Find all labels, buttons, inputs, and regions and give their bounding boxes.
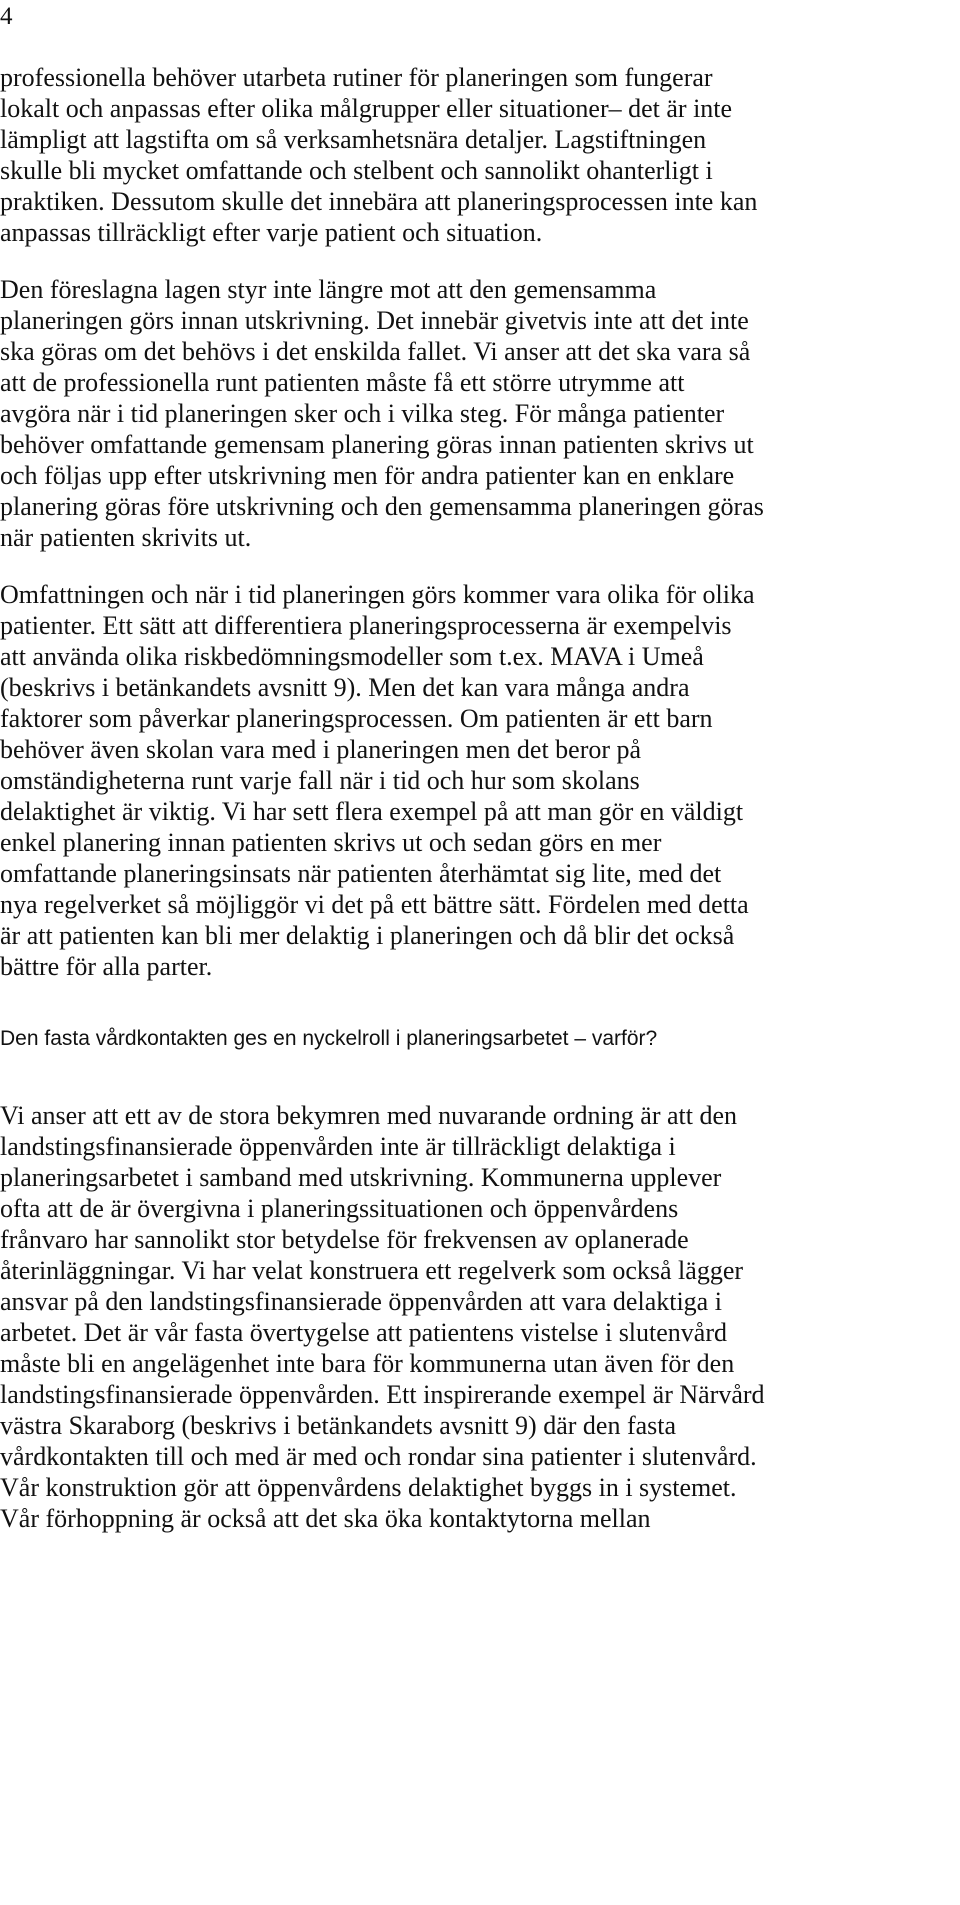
text-line: professionella behöver utarbeta rutiner för planeringen som fungerar bbox=[0, 63, 713, 92]
text-line: att de professionella runt patienten måste få ett större utrymme att bbox=[0, 368, 685, 397]
text-line: omständigheterna runt varje fall när i tid och hur som skolans bbox=[0, 766, 640, 795]
text-line: bättre för alla parter. bbox=[0, 952, 213, 981]
text-line: måste bli en angelägenhet inte bara för kommunerna utan även för den bbox=[0, 1349, 735, 1378]
text-line: Den föreslagna lagen styr inte längre mot att den gemensamma bbox=[0, 275, 657, 304]
text-line: skulle bli mycket omfattande och stelbent och sannolikt ohanterligt i bbox=[0, 156, 713, 185]
text-line: omfattande planeringsinsats när patienten återhämtat sig lite, med det bbox=[0, 859, 722, 888]
text-line: Vår förhoppning är också att det ska öka kontaktytorna mellan bbox=[0, 1504, 651, 1533]
document-body bbox=[0, 62, 960, 1534]
text-line: anpassas tillräckligt efter varje patient och situation. bbox=[0, 218, 543, 247]
text-line: Vi anser att ett av de stora bekymren med nuvarande ordning är att den bbox=[0, 1101, 738, 1130]
text-line: patienter. Ett sätt att differentiera planeringsprocesserna är exempelvis bbox=[0, 611, 732, 640]
text-line: att använda olika riskbedömningsmodeller som t.ex. MAVA i Umeå bbox=[0, 642, 704, 671]
text-line: delaktighet är viktig. Vi har sett flera exempel på att man gör en väldigt bbox=[0, 797, 744, 826]
text-line: behöver även skolan vara med i planeringen men det beror på bbox=[0, 735, 642, 764]
section-heading: Den fasta vårdkontakten ges en nyckelroll i planeringsarbetet – varför? bbox=[0, 1027, 658, 1050]
paragraph-4 bbox=[0, 1100, 960, 1534]
text-line: arbetet. Det är vår fasta övertygelse att patientens vistelse i slutenvård bbox=[0, 1318, 727, 1347]
text-line: Vår konstruktion gör att öppenvårdens delaktighet byggs in i systemet. bbox=[0, 1473, 737, 1502]
text-line: planeringen görs innan utskrivning. Det innebär givetvis inte att det inte bbox=[0, 306, 749, 335]
text-line: Omfattningen och när i tid planeringen görs kommer vara olika för olika bbox=[0, 580, 755, 609]
paragraph-2 bbox=[0, 274, 960, 553]
text-line: nya regelverket så möjliggör vi det på ett bättre sätt. Fördelen med detta bbox=[0, 890, 749, 919]
text-line: ansvar på den landstingsfinansierade öppenvården att vara delaktiga i bbox=[0, 1287, 722, 1316]
text-line: faktorer som påverkar planeringsprocessen. Om patienten är ett barn bbox=[0, 704, 713, 733]
text-line: lokalt och anpassas efter olika målgrupper eller situationer– det är inte bbox=[0, 94, 733, 123]
text-line: praktiken. Dessutom skulle det innebära att planeringsprocessen inte kan bbox=[0, 187, 758, 216]
text-line: och följas upp efter utskrivning men för andra patienter kan en enklare bbox=[0, 461, 735, 490]
text-line: frånvaro har sannolikt stor betydelse för frekvensen av oplanerade bbox=[0, 1225, 689, 1254]
text-line: när patienten skrivits ut. bbox=[0, 523, 252, 552]
paragraph-1 bbox=[0, 62, 960, 248]
text-line: återinläggningar. Vi har velat konstruera ett regelverk som också lägger bbox=[0, 1256, 744, 1285]
text-line: planeringsarbetet i samband med utskrivning. Kommunerna upplever bbox=[0, 1163, 722, 1192]
text-line: vårdkontakten till och med är med och rondar sina patienter i slutenvård. bbox=[0, 1442, 757, 1471]
text-line: enkel planering innan patienten skrivs ut och sedan görs en mer bbox=[0, 828, 662, 857]
text-line: ofta att de är övergivna i planeringssituationen och öppenvårdens bbox=[0, 1194, 679, 1223]
page-number: 4 bbox=[0, 3, 13, 30]
text-line: är att patienten kan bli mer delaktig i planeringen och då blir det också bbox=[0, 921, 735, 950]
text-line: landstingsfinansierade öppenvården. Ett inspirerande exempel är Närvård bbox=[0, 1380, 765, 1409]
text-line: västra Skaraborg (beskrivs i betänkandets avsnitt 9) där den fasta bbox=[0, 1411, 677, 1440]
text-line: lämpligt att lagstifta om så verksamhetsnära detaljer. Lagstiftningen bbox=[0, 125, 707, 154]
text-line: planering göras före utskrivning och den gemensamma planeringen göras bbox=[0, 492, 764, 521]
text-line: behöver omfattande gemensam planering göras innan patienten skrivs ut bbox=[0, 430, 754, 459]
text-line: ska göras om det behövs i det enskilda fallet. Vi anser att det ska vara så bbox=[0, 337, 751, 366]
text-line: avgöra när i tid planeringen sker och i vilka steg. För många patienter bbox=[0, 399, 725, 428]
text-line: (beskrivs i betänkandets avsnitt 9). Men det kan vara många andra bbox=[0, 673, 690, 702]
paragraph-3 bbox=[0, 579, 960, 982]
text-line: landstingsfinansierade öppenvården inte är tillräckligt delaktiga i bbox=[0, 1132, 676, 1161]
